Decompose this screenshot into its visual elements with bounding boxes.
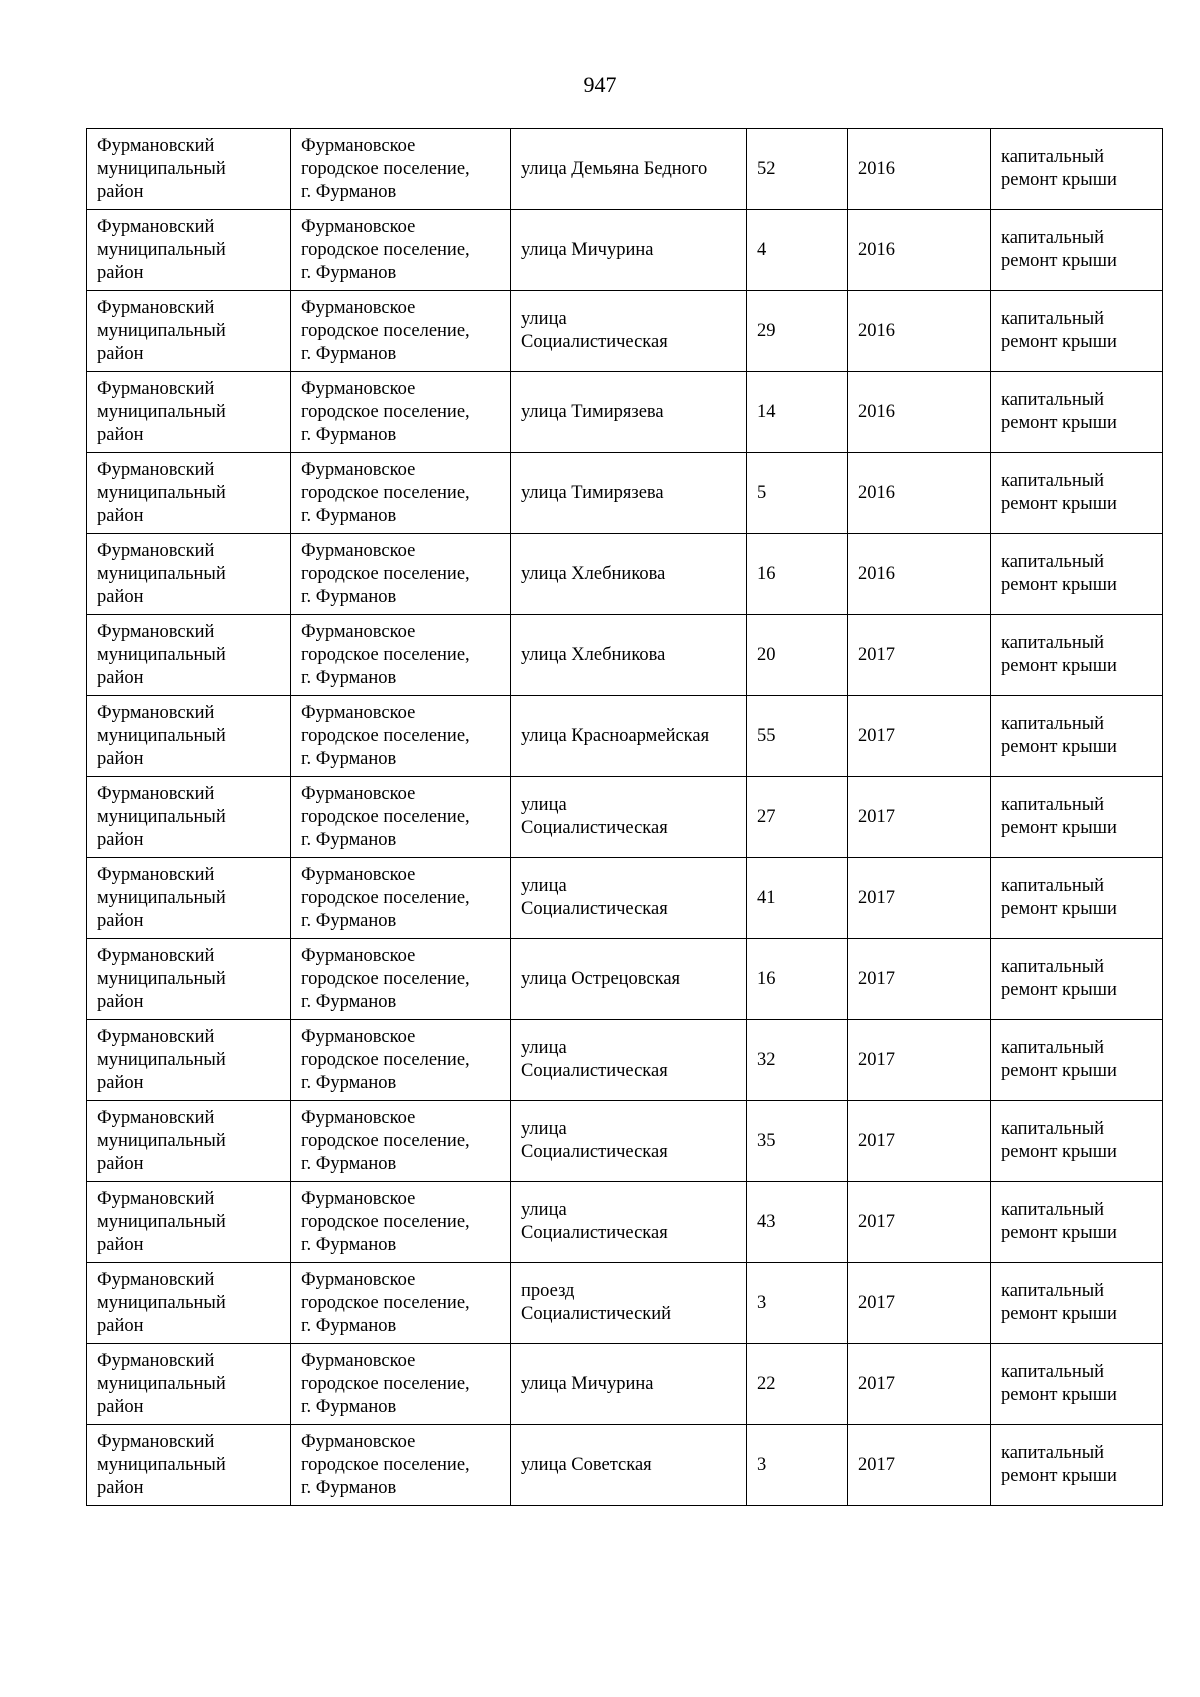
district-cell <box>87 1425 291 1506</box>
district-cell <box>87 777 291 858</box>
work-type-cell-line: ремонт крыши <box>1001 1061 1117 1081</box>
work-type-cell <box>991 1344 1163 1425</box>
settlement-cell-line: Фурмановское <box>301 1107 416 1128</box>
street-cell-line: Социалистическая <box>521 818 668 838</box>
settlement-cell-line: Фурмановское <box>301 297 416 318</box>
work-type-cell <box>991 453 1163 534</box>
work-type-cell <box>991 858 1163 939</box>
work-type-cell-line: капитальный <box>1001 795 1105 815</box>
settlement-cell-line: городское поселение, <box>301 1373 470 1394</box>
settlement-cell-line: городское поселение, <box>301 1049 470 1070</box>
street-cell-line: улица Тимирязева <box>521 401 664 422</box>
street-cell <box>511 129 747 210</box>
settlement-cell <box>291 939 511 1020</box>
house-number-cell: 16 <box>747 939 848 1020</box>
settlement-cell <box>291 777 511 858</box>
street-cell-line: улица <box>521 876 567 896</box>
settlement-cell-line: городское поселение, <box>301 968 470 989</box>
district-cell-line: муниципальный <box>97 1292 226 1313</box>
district-cell-line: Фурмановский <box>97 459 215 480</box>
work-type-cell-line: капитальный <box>1001 471 1105 491</box>
street-cell <box>511 210 747 291</box>
settlement-cell-line: городское поселение, <box>301 239 470 260</box>
table-row <box>87 1425 1163 1506</box>
work-type-cell <box>991 1020 1163 1101</box>
settlement-cell-line: г. Фурманов <box>301 586 397 607</box>
settlement-cell <box>291 210 511 291</box>
district-cell-line: район <box>97 1072 144 1093</box>
district-cell <box>87 129 291 210</box>
settlement-cell-line: городское поселение, <box>301 320 470 341</box>
settlement-cell-line: г. Фурманов <box>301 991 397 1012</box>
district-cell-line: Фурмановский <box>97 135 215 156</box>
year-cell: 2017 <box>848 1020 991 1101</box>
settlement-cell <box>291 129 511 210</box>
street-cell <box>511 615 747 696</box>
settlement-cell-line: г. Фурманов <box>301 343 397 364</box>
settlement-cell <box>291 534 511 615</box>
work-type-cell-line: ремонт крыши <box>1001 1385 1117 1405</box>
street-cell-line: улица Тимирязева <box>521 482 664 503</box>
settlement-cell-line: г. Фурманов <box>301 667 397 688</box>
street-cell <box>511 696 747 777</box>
street-cell <box>511 291 747 372</box>
settlement-cell <box>291 291 511 372</box>
settlement-cell-line: Фурмановское <box>301 1350 416 1371</box>
work-type-cell-line: ремонт крыши <box>1001 899 1117 919</box>
work-type-cell-line: капитальный <box>1001 876 1105 896</box>
district-cell-line: район <box>97 1477 144 1498</box>
district-cell-line: муниципальный <box>97 725 226 746</box>
street-cell <box>511 1020 747 1101</box>
house-number-cell: 5 <box>747 453 848 534</box>
district-cell <box>87 939 291 1020</box>
district-cell-line: Фурмановский <box>97 783 215 804</box>
table-row <box>87 1263 1163 1344</box>
house-number-cell: 27 <box>747 777 848 858</box>
street-cell-line: Социалистическая <box>521 1223 668 1243</box>
work-type-cell-line: ремонт крыши <box>1001 1466 1117 1486</box>
settlement-cell <box>291 372 511 453</box>
district-cell-line: район <box>97 262 144 283</box>
settlement-cell <box>291 1101 511 1182</box>
settlement-cell-line: Фурмановское <box>301 945 416 966</box>
street-cell-line: улица <box>521 1038 567 1058</box>
work-type-cell-line: ремонт крыши <box>1001 1304 1117 1324</box>
year-cell: 2017 <box>848 939 991 1020</box>
work-type-cell <box>991 777 1163 858</box>
settlement-cell-line: г. Фурманов <box>301 1396 397 1417</box>
table-row <box>87 858 1163 939</box>
work-type-cell-line: ремонт крыши <box>1001 656 1117 676</box>
settlement-cell-line: г. Фурманов <box>301 505 397 526</box>
table-row <box>87 696 1163 777</box>
table-row <box>87 939 1163 1020</box>
street-cell <box>511 453 747 534</box>
work-type-cell-line: ремонт крыши <box>1001 575 1117 595</box>
street-cell <box>511 939 747 1020</box>
district-cell-line: район <box>97 505 144 526</box>
district-cell-line: Фурмановский <box>97 378 215 399</box>
street-cell-line: улица <box>521 1200 567 1220</box>
district-cell-line: Фурмановский <box>97 297 215 318</box>
work-type-cell <box>991 615 1163 696</box>
settlement-cell <box>291 696 511 777</box>
district-cell-line: Фурмановский <box>97 1188 215 1209</box>
year-cell: 2017 <box>848 777 991 858</box>
street-cell <box>511 1263 747 1344</box>
district-cell <box>87 1101 291 1182</box>
settlement-cell-line: Фурмановское <box>301 621 416 642</box>
house-number-cell: 52 <box>747 129 848 210</box>
table-body <box>87 129 1163 1506</box>
settlement-cell-line: городское поселение, <box>301 1292 470 1313</box>
work-type-cell-line: капитальный <box>1001 309 1105 329</box>
district-cell-line: район <box>97 424 144 445</box>
district-cell <box>87 696 291 777</box>
settlement-cell-line: г. Фурманов <box>301 181 397 202</box>
street-cell-line: улица Советская <box>521 1454 652 1475</box>
district-cell-line: Фурмановский <box>97 1026 215 1047</box>
settlement-cell <box>291 1182 511 1263</box>
table-row <box>87 1101 1163 1182</box>
district-cell-line: район <box>97 181 144 202</box>
settlement-cell <box>291 615 511 696</box>
street-cell-line: улица Демьяна Бедного <box>521 158 708 179</box>
year-cell: 2017 <box>848 1101 991 1182</box>
district-cell-line: муниципальный <box>97 239 226 260</box>
settlement-cell-line: Фурмановское <box>301 135 416 156</box>
settlement-cell-line: Фурмановское <box>301 1188 416 1209</box>
settlement-cell <box>291 1344 511 1425</box>
district-cell-line: Фурмановский <box>97 945 215 966</box>
settlement-cell-line: городское поселение, <box>301 482 470 503</box>
table-row <box>87 210 1163 291</box>
table-row <box>87 1020 1163 1101</box>
settlement-cell-line: Фурмановское <box>301 1431 416 1452</box>
year-cell: 2016 <box>848 534 991 615</box>
district-cell-line: район <box>97 910 144 931</box>
work-type-cell-line: капитальный <box>1001 1119 1105 1139</box>
work-type-cell <box>991 291 1163 372</box>
district-cell-line: Фурмановский <box>97 864 215 885</box>
settlement-cell-line: г. Фурманов <box>301 1072 397 1093</box>
work-type-cell-line: ремонт крыши <box>1001 494 1117 514</box>
work-type-cell-line: капитальный <box>1001 390 1105 410</box>
table-row <box>87 615 1163 696</box>
work-type-cell-line: капитальный <box>1001 714 1105 734</box>
street-cell-line: Социалистическая <box>521 1142 668 1162</box>
street-cell-line: улица <box>521 795 567 815</box>
work-type-cell-line: капитальный <box>1001 957 1105 977</box>
street-cell <box>511 1182 747 1263</box>
work-type-cell-line: ремонт крыши <box>1001 251 1117 271</box>
work-type-cell <box>991 1263 1163 1344</box>
house-number-cell: 29 <box>747 291 848 372</box>
settlement-cell-line: городское поселение, <box>301 158 470 179</box>
settlement-cell-line: городское поселение, <box>301 806 470 827</box>
house-number-cell: 3 <box>747 1263 848 1344</box>
street-cell <box>511 534 747 615</box>
work-type-cell-line: капитальный <box>1001 1362 1105 1382</box>
settlement-cell <box>291 453 511 534</box>
work-type-cell-line: капитальный <box>1001 1443 1105 1463</box>
street-cell <box>511 777 747 858</box>
house-number-cell: 55 <box>747 696 848 777</box>
street-cell-line: улица Мичурина <box>521 239 654 260</box>
district-cell-line: муниципальный <box>97 644 226 665</box>
work-type-cell-line: капитальный <box>1001 552 1105 572</box>
settlement-cell-line: городское поселение, <box>301 725 470 746</box>
street-cell-line: улица Красноармейская <box>521 725 710 746</box>
housing-repair-table <box>86 128 1163 1506</box>
year-cell: 2016 <box>848 210 991 291</box>
work-type-cell-line: капитальный <box>1001 1038 1105 1058</box>
settlement-cell-line: Фурмановское <box>301 216 416 237</box>
work-type-cell-line: ремонт крыши <box>1001 818 1117 838</box>
year-cell: 2017 <box>848 696 991 777</box>
district-cell <box>87 291 291 372</box>
district-cell <box>87 534 291 615</box>
settlement-cell-line: городское поселение, <box>301 887 470 908</box>
work-type-cell <box>991 1101 1163 1182</box>
settlement-cell-line: Фурмановское <box>301 378 416 399</box>
table-row <box>87 534 1163 615</box>
district-cell <box>87 1263 291 1344</box>
settlement-cell-line: г. Фурманов <box>301 1477 397 1498</box>
settlement-cell-line: г. Фурманов <box>301 1315 397 1336</box>
table-row <box>87 1182 1163 1263</box>
district-cell-line: Фурмановский <box>97 621 215 642</box>
house-number-cell: 14 <box>747 372 848 453</box>
street-cell-line: улица Хлебникова <box>521 563 666 584</box>
street-cell <box>511 1425 747 1506</box>
house-number-cell: 20 <box>747 615 848 696</box>
district-cell-line: район <box>97 991 144 1012</box>
district-cell-line: муниципальный <box>97 482 226 503</box>
district-cell-line: район <box>97 748 144 769</box>
table-row <box>87 777 1163 858</box>
street-cell <box>511 1344 747 1425</box>
settlement-cell-line: городское поселение, <box>301 1130 470 1151</box>
district-cell <box>87 210 291 291</box>
district-cell <box>87 372 291 453</box>
settlement-cell-line: г. Фурманов <box>301 910 397 931</box>
settlement-cell-line: Фурмановское <box>301 783 416 804</box>
district-cell-line: муниципальный <box>97 320 226 341</box>
work-type-cell-line: ремонт крыши <box>1001 737 1117 757</box>
district-cell <box>87 453 291 534</box>
house-number-cell: 32 <box>747 1020 848 1101</box>
street-cell <box>511 372 747 453</box>
year-cell: 2016 <box>848 372 991 453</box>
settlement-cell-line: Фурмановское <box>301 864 416 885</box>
year-cell: 2017 <box>848 1344 991 1425</box>
settlement-cell <box>291 1263 511 1344</box>
district-cell-line: район <box>97 586 144 607</box>
district-cell-line: муниципальный <box>97 968 226 989</box>
work-type-cell <box>991 129 1163 210</box>
settlement-cell-line: Фурмановское <box>301 1269 416 1290</box>
street-cell <box>511 1101 747 1182</box>
work-type-cell-line: капитальный <box>1001 1281 1105 1301</box>
house-number-cell: 3 <box>747 1425 848 1506</box>
work-type-cell <box>991 210 1163 291</box>
year-cell: 2017 <box>848 1182 991 1263</box>
district-cell-line: муниципальный <box>97 1130 226 1151</box>
district-cell-line: Фурмановский <box>97 1431 215 1452</box>
district-cell-line: район <box>97 1315 144 1336</box>
settlement-cell-line: г. Фурманов <box>301 1234 397 1255</box>
settlement-cell-line: городское поселение, <box>301 1211 470 1232</box>
district-cell-line: муниципальный <box>97 563 226 584</box>
district-cell-line: муниципальный <box>97 158 226 179</box>
settlement-cell-line: г. Фурманов <box>301 262 397 283</box>
work-type-cell-line: ремонт крыши <box>1001 1223 1117 1243</box>
settlement-cell-line: г. Фурманов <box>301 424 397 445</box>
street-cell-line: Социалистическая <box>521 332 668 352</box>
district-cell-line: муниципальный <box>97 1049 226 1070</box>
house-number-cell: 16 <box>747 534 848 615</box>
district-cell <box>87 1020 291 1101</box>
work-type-cell-line: ремонт крыши <box>1001 1142 1117 1162</box>
district-cell-line: Фурмановский <box>97 1350 215 1371</box>
year-cell: 2017 <box>848 1263 991 1344</box>
table-row <box>87 129 1163 210</box>
page-number: 947 <box>583 72 617 97</box>
table-row <box>87 453 1163 534</box>
district-cell-line: район <box>97 1396 144 1417</box>
street-cell-line: улица Хлебникова <box>521 644 666 665</box>
district-cell-line: район <box>97 343 144 364</box>
district-cell-line: муниципальный <box>97 1454 226 1475</box>
district-cell-line: Фурмановский <box>97 1107 215 1128</box>
year-cell: 2017 <box>848 1425 991 1506</box>
work-type-cell <box>991 939 1163 1020</box>
street-cell-line: улица Мичурина <box>521 1373 654 1394</box>
work-type-cell <box>991 372 1163 453</box>
house-number-cell: 22 <box>747 1344 848 1425</box>
table-row <box>87 1344 1163 1425</box>
street-cell-line: улица <box>521 1119 567 1139</box>
settlement-cell <box>291 858 511 939</box>
settlement-cell-line: городское поселение, <box>301 563 470 584</box>
work-type-cell-line: капитальный <box>1001 228 1105 248</box>
year-cell: 2016 <box>848 129 991 210</box>
street-cell-line: Социалистическая <box>521 899 668 919</box>
district-cell-line: муниципальный <box>97 1373 226 1394</box>
district-cell <box>87 1344 291 1425</box>
work-type-cell-line: ремонт крыши <box>1001 413 1117 433</box>
settlement-cell-line: городское поселение, <box>301 1454 470 1475</box>
year-cell: 2017 <box>848 858 991 939</box>
year-cell: 2016 <box>848 291 991 372</box>
work-type-cell <box>991 696 1163 777</box>
district-cell-line: муниципальный <box>97 401 226 422</box>
house-number-cell: 43 <box>747 1182 848 1263</box>
work-type-cell <box>991 534 1163 615</box>
street-cell-line: улица Острецовская <box>521 968 681 989</box>
settlement-cell-line: Фурмановское <box>301 459 416 480</box>
house-number-cell: 4 <box>747 210 848 291</box>
district-cell-line: муниципальный <box>97 806 226 827</box>
district-cell-line: район <box>97 1234 144 1255</box>
street-cell-line: улица <box>521 309 567 329</box>
work-type-cell-line: капитальный <box>1001 633 1105 653</box>
table-row <box>87 291 1163 372</box>
table-row <box>87 372 1163 453</box>
district-cell-line: муниципальный <box>97 1211 226 1232</box>
street-cell-line: Социалистическая <box>521 1061 668 1081</box>
year-cell: 2017 <box>848 615 991 696</box>
district-cell-line: Фурмановский <box>97 216 215 237</box>
work-type-cell-line: ремонт крыши <box>1001 170 1117 190</box>
settlement-cell-line: Фурмановское <box>301 1026 416 1047</box>
settlement-cell-line: г. Фурманов <box>301 748 397 769</box>
work-type-cell <box>991 1182 1163 1263</box>
district-cell-line: Фурмановский <box>97 1269 215 1290</box>
work-type-cell-line: ремонт крыши <box>1001 332 1117 352</box>
work-type-cell <box>991 1425 1163 1506</box>
settlement-cell-line: г. Фурманов <box>301 1153 397 1174</box>
house-number-cell: 35 <box>747 1101 848 1182</box>
district-cell <box>87 615 291 696</box>
district-cell-line: район <box>97 829 144 850</box>
settlement-cell <box>291 1020 511 1101</box>
settlement-cell-line: Фурмановское <box>301 540 416 561</box>
work-type-cell-line: капитальный <box>1001 1200 1105 1220</box>
street-cell-line: Социалистический <box>521 1304 672 1324</box>
settlement-cell-line: г. Фурманов <box>301 829 397 850</box>
district-cell-line: муниципальный <box>97 887 226 908</box>
district-cell-line: район <box>97 1153 144 1174</box>
street-cell-line: проезд <box>521 1281 575 1301</box>
district-cell-line: Фурмановский <box>97 702 215 723</box>
year-cell: 2016 <box>848 453 991 534</box>
settlement-cell-line: городское поселение, <box>301 644 470 665</box>
district-cell <box>87 1182 291 1263</box>
district-cell-line: район <box>97 667 144 688</box>
street-cell <box>511 858 747 939</box>
settlement-cell <box>291 1425 511 1506</box>
district-cell-line: Фурмановский <box>97 540 215 561</box>
house-number-cell: 41 <box>747 858 848 939</box>
settlement-cell-line: городское поселение, <box>301 401 470 422</box>
settlement-cell-line: Фурмановское <box>301 702 416 723</box>
district-cell <box>87 858 291 939</box>
work-type-cell-line: капитальный <box>1001 147 1105 167</box>
work-type-cell-line: ремонт крыши <box>1001 980 1117 1000</box>
